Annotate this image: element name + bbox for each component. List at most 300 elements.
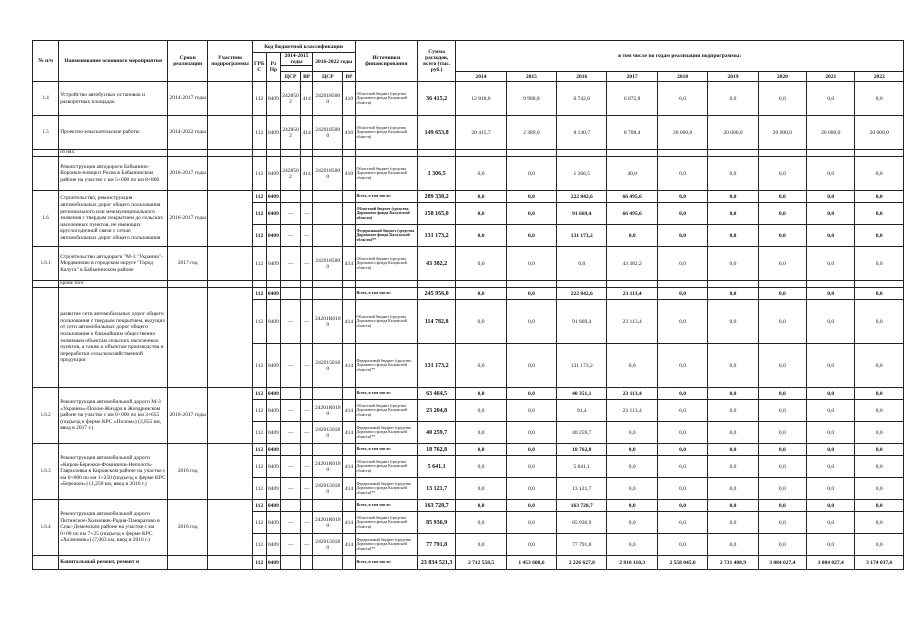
year-value-cell: 0,0 <box>708 512 758 534</box>
csr-2014-cell: — <box>280 534 300 556</box>
grbs-cell: 112 <box>252 456 266 478</box>
total-cell: 149 653,8 <box>418 116 456 150</box>
year-value-cell: 0,0 <box>758 247 806 281</box>
year-value-cell: 0,0 <box>506 500 556 512</box>
vr-2016-cell: 414 <box>343 422 355 444</box>
year-value-cell: 0,0 <box>758 203 806 225</box>
year-value-cell: 0,0 <box>657 203 707 225</box>
header-name: Наименование основного мероприятия <box>59 41 168 82</box>
year-value-cell: 0,0 <box>557 247 607 281</box>
grbs-cell: 112 <box>252 247 266 281</box>
vr-2016-cell: 410 <box>343 157 355 191</box>
year-value-cell: 2 226 627,8 <box>557 556 607 570</box>
csr-2014-cell: — <box>280 422 300 444</box>
note-empty-cell <box>456 150 506 157</box>
note-empty-cell <box>168 150 208 157</box>
year-value-cell: 131 173,2 <box>557 225 607 247</box>
year-value-cell: 0,0 <box>657 456 707 478</box>
total-cell: 158 165,0 <box>418 203 456 225</box>
year-value-cell: 0,0 <box>855 512 904 534</box>
year-value-cell: 0,0 <box>708 500 758 512</box>
year-value-cell: 0,0 <box>758 191 806 203</box>
vr-2014-cell: — <box>301 300 313 344</box>
csr-2014-cell <box>280 444 300 456</box>
csr-2016-cell: 2420150180 <box>313 344 343 388</box>
rzpr-cell: 0409 <box>266 444 280 456</box>
header-year-2022: 2022 <box>855 72 904 82</box>
header-by-years: в том числе по годам реализации подпрограммы: <box>456 41 904 72</box>
vr-2014-cell <box>301 556 313 570</box>
note-empty-cell <box>313 150 343 157</box>
note-empty-cell <box>343 281 355 288</box>
source-cell: Всего, в том числе: <box>355 288 417 300</box>
year-value-cell: 0,0 <box>807 247 855 281</box>
year-value-cell: 0,0 <box>855 344 904 388</box>
year-value-cell: 0,0 <box>855 247 904 281</box>
total-cell: 245 956,0 <box>418 288 456 300</box>
year-value-cell: 0,0 <box>657 82 707 116</box>
note-empty-cell <box>343 150 355 157</box>
year-value-cell: 0,0 <box>657 512 707 534</box>
csr-2014-cell: — <box>280 300 300 344</box>
measure-name: Реконструкция автодороги Бабынино-Воронки-поворот Росва в Бабынинском районе на участке с км 5+600 по км 8+800 <box>59 157 168 191</box>
year-value-cell: 0,0 <box>506 344 556 388</box>
vr-2016-cell: 414 <box>343 534 355 556</box>
total-cell: 163 728,7 <box>418 500 456 512</box>
note-empty-cell <box>607 281 657 288</box>
grbs-cell: 112 <box>252 534 266 556</box>
year-value-cell: 0,0 <box>456 512 506 534</box>
table-row <box>33 157 904 191</box>
year-value-cell: 12 818,8 <box>456 82 506 116</box>
year-value-cell: 163 728,7 <box>557 500 607 512</box>
year-value-cell: 66 495,6 <box>607 203 657 225</box>
participant-cell <box>208 288 252 388</box>
measure-name: Проектно-изыскательские работы <box>59 116 168 150</box>
csr-2016-cell <box>313 500 343 512</box>
year-value-cell: 0,0 <box>657 225 707 247</box>
year-value-cell: 0,0 <box>758 444 806 456</box>
year-value-cell: 40,0 <box>607 157 657 191</box>
year-value-cell: 0,0 <box>657 191 707 203</box>
year-value-cell: 0,0 <box>807 82 855 116</box>
total-cell: 36 415,2 <box>418 82 456 116</box>
year-value-cell: 0,0 <box>708 225 758 247</box>
vr-2014-cell: — <box>301 225 313 247</box>
year-value-cell: 0,0 <box>855 422 904 444</box>
year-value-cell: 0,0 <box>456 288 506 300</box>
vr-2014-cell: — <box>301 203 313 225</box>
year-value-cell: 0,0 <box>456 388 506 400</box>
year-value-cell: 91,4 <box>557 400 607 422</box>
year-value-cell: 0,0 <box>657 444 707 456</box>
note-empty-cell <box>607 150 657 157</box>
grbs-cell: 112 <box>252 388 266 400</box>
csr-2016-cell <box>313 288 343 300</box>
vr-2016-cell: 410 <box>343 116 355 150</box>
grbs-cell: 112 <box>252 225 266 247</box>
source-cell: Федеральный бюджет (средства Дорожного фонда Калужской области)** <box>355 534 417 556</box>
year-value-cell: 0,0 <box>708 157 758 191</box>
header-rzpr: Рз Пр <box>266 53 280 82</box>
header-2014-2015: 2014-2015 годы <box>280 53 312 66</box>
csr-2016-cell: 2420150180 <box>313 478 343 500</box>
header-participants: Участник подпрограммы <box>208 41 252 82</box>
total-cell: 85 936,9 <box>418 512 456 534</box>
table-row <box>33 191 904 203</box>
year-value-cell: 8 140,7 <box>557 116 607 150</box>
source-cell: Областной бюджет (средства Дорожного фонда Калужской области) <box>355 116 417 150</box>
year-value-cell: 43 382,2 <box>607 247 657 281</box>
year-value-cell: 6 742,8 <box>557 82 607 116</box>
year-value-cell: 91 669,4 <box>557 203 607 225</box>
csr-2014-cell <box>280 556 300 570</box>
year-value-cell: 0,0 <box>758 478 806 500</box>
grbs-cell: 112 <box>252 300 266 344</box>
year-value-cell: 0,0 <box>807 203 855 225</box>
header-vr-1: ВР <box>301 72 313 82</box>
csr-2016-cell <box>313 556 343 570</box>
vr-2016-cell: 414 <box>343 512 355 534</box>
note-num-cell <box>33 150 59 157</box>
vr-2016-cell <box>343 225 355 247</box>
grbs-cell: 112 <box>252 203 266 225</box>
grbs-cell: 112 <box>252 556 266 570</box>
table-row <box>33 500 904 512</box>
year-value-cell: 0,0 <box>506 191 556 203</box>
header-year-2017: 2017 <box>607 72 657 82</box>
csr-2014-cell: — <box>280 225 300 247</box>
year-value-cell: 0,0 <box>506 478 556 500</box>
year-value-cell: 0,0 <box>807 300 855 344</box>
total-cell: 77 791,8 <box>418 534 456 556</box>
vr-2016-cell <box>343 288 355 300</box>
note-empty-cell <box>355 150 417 157</box>
rzpr-cell: 0409 <box>266 388 280 400</box>
year-value-cell: 0,0 <box>607 422 657 444</box>
rzpr-cell: 0409 <box>266 400 280 422</box>
year-value-cell: 0,0 <box>506 456 556 478</box>
year-value-cell: 0,0 <box>607 225 657 247</box>
note-empty-cell <box>557 150 607 157</box>
rzpr-cell: 0409 <box>266 456 280 478</box>
year-value-cell: 20 000,0 <box>708 116 758 150</box>
year-value-cell: 0,0 <box>506 300 556 344</box>
period-cell <box>168 288 208 388</box>
rzpr-cell: 0409 <box>266 247 280 281</box>
year-value-cell: 0,0 <box>708 478 758 500</box>
source-cell: Областной бюджет (средства Дорожного фонда Калужской области) <box>355 400 417 422</box>
year-value-cell: 9 980,8 <box>506 82 556 116</box>
source-cell: Федеральный бюджет (средства Дорожного фонда Калужской области)** <box>355 422 417 444</box>
vr-2014-cell <box>301 388 313 400</box>
year-value-cell: 0,0 <box>758 512 806 534</box>
year-value-cell: 0,0 <box>657 400 707 422</box>
note-empty-cell <box>506 150 556 157</box>
year-value-cell: 0,0 <box>506 422 556 444</box>
header-year-2015: 2015 <box>506 72 556 82</box>
vr-2014-cell <box>301 444 313 456</box>
csr-2014-cell: — <box>280 203 300 225</box>
csr-2016-cell: 2420185000 <box>313 116 343 150</box>
year-value-cell: 0,0 <box>506 400 556 422</box>
year-value-cell: 0,0 <box>855 288 904 300</box>
year-value-cell: 0,0 <box>758 157 806 191</box>
row-number: 1.6 <box>33 191 59 247</box>
year-value-cell: 0,0 <box>506 388 556 400</box>
note-empty-cell <box>758 281 806 288</box>
csr-2016-cell: 2420185000 <box>313 82 343 116</box>
csr-2016-cell: 24201R0180 <box>313 300 343 344</box>
rzpr-cell: 0409 <box>266 300 280 344</box>
year-value-cell: 0,0 <box>855 300 904 344</box>
measure-name: Строительство, реконструкция автомобильных дорог общего пользования регионального или межмуниципального значения с твердым покрытием до сельских населенных пунктов, не имеющих круглогодичной связи с сетью автомобильных дорог общего пользования <box>59 191 168 247</box>
total-cell: 23 204,8 <box>418 400 456 422</box>
measure-name: развитие сети автомобильных дорог общего пользования с твердым покрытием, ведущих от сети автомобильных дорог общего пользования к ближайшим общественно значимым объектам сельских населенных пунктов, а также к объектам производства и переработки сельскохозяйственной продукции <box>59 288 168 388</box>
note-empty-cell <box>418 281 456 288</box>
vr-2016-cell: 414 <box>343 400 355 422</box>
vr-2014-cell: 414 <box>301 157 313 191</box>
year-value-cell: 20 000,0 <box>657 116 707 150</box>
period-cell: 2017 год <box>168 247 208 281</box>
csr-2016-cell: 24201R0180 <box>313 400 343 422</box>
measure-name: Реконструкция автомобильной дороги «Киров-Бережки-Фоминичи-Неполоть-Гавриловка в Кировском районе на участке с км 0+000 по км 1+250 (подъезд к ферме КРС «Бережки») (1,250 км, ввод в 2016 г.) <box>59 444 168 500</box>
rzpr-cell: 0409 <box>266 344 280 388</box>
participant-cell <box>208 82 252 116</box>
grbs-cell: 112 <box>252 116 266 150</box>
vr-2014-cell: — <box>301 512 313 534</box>
period-cell: 2014-2017 годы <box>168 82 208 116</box>
year-value-cell: 0,0 <box>607 444 657 456</box>
year-value-cell: 0,0 <box>708 422 758 444</box>
source-cell: Федеральный бюджет (средства Дорожного фонда Калужской области)** <box>355 478 417 500</box>
csr-2016-cell: 24201R0180 <box>313 456 343 478</box>
year-value-cell: 0,0 <box>758 225 806 247</box>
year-value-cell: 0,0 <box>807 456 855 478</box>
year-value-cell: 0,0 <box>456 444 506 456</box>
year-value-cell: 0,0 <box>456 456 506 478</box>
year-value-cell: 13 121,7 <box>557 478 607 500</box>
total-cell: 43 382,2 <box>418 247 456 281</box>
vr-2016-cell: 414 <box>343 300 355 344</box>
year-value-cell: 0,0 <box>708 456 758 478</box>
table-row <box>33 388 904 400</box>
csr-2014-cell: 2428502 <box>280 116 300 150</box>
year-value-cell: 3 084 027,4 <box>807 556 855 570</box>
total-cell: 13 121,7 <box>418 478 456 500</box>
grbs-cell: 112 <box>252 344 266 388</box>
row-number: 1.6.1 <box>33 247 59 281</box>
period-cell: 2016-2017 годы <box>168 191 208 247</box>
year-value-cell: 0,0 <box>807 400 855 422</box>
year-value-cell: 0,0 <box>708 191 758 203</box>
grbs-cell: 112 <box>252 191 266 203</box>
row-number <box>33 288 59 388</box>
vr-2014-cell <box>301 500 313 512</box>
year-value-cell: 0,0 <box>758 344 806 388</box>
csr-2014-cell: — <box>280 247 300 281</box>
vr-2014-cell: — <box>301 422 313 444</box>
year-value-cell: 2 712 558,5 <box>456 556 506 570</box>
note-empty-cell <box>807 281 855 288</box>
vr-2014-cell: — <box>301 344 313 388</box>
vr-2014-cell: — <box>301 456 313 478</box>
participant-cell <box>208 556 252 570</box>
header-period: Сроки реализации <box>168 41 208 82</box>
row-number: 1.6.2 <box>33 388 59 444</box>
vr-2016-cell: 414 <box>343 247 355 281</box>
year-value-cell: 0,0 <box>758 388 806 400</box>
year-value-cell: 0,0 <box>708 82 758 116</box>
rzpr-cell: 0409 <box>266 288 280 300</box>
year-value-cell: 8 708,4 <box>607 116 657 150</box>
csr-2016-cell: 2420150180 <box>313 534 343 556</box>
rzpr-cell: 0409 <box>266 157 280 191</box>
note-empty-cell <box>708 281 758 288</box>
year-value-cell: 0,0 <box>607 512 657 534</box>
year-value-cell: 0,0 <box>607 478 657 500</box>
year-value-cell: 0,0 <box>758 534 806 556</box>
csr-2016-cell <box>313 225 343 247</box>
year-value-cell: 0,0 <box>807 388 855 400</box>
year-value-cell: 18 762,8 <box>557 444 607 456</box>
table-row <box>33 247 904 281</box>
year-value-cell: 0,0 <box>456 478 506 500</box>
year-value-cell: 0,0 <box>855 400 904 422</box>
source-cell: Федеральный бюджет (средства Дорожного фонда Калужской области)** <box>355 344 417 388</box>
rzpr-cell: 0409 <box>266 203 280 225</box>
year-value-cell: 0,0 <box>708 247 758 281</box>
source-cell: Всего, в том числе: <box>355 444 417 456</box>
grbs-cell: 112 <box>252 478 266 500</box>
year-value-cell: 20 000,0 <box>855 116 904 150</box>
year-value-cell: 0,0 <box>855 225 904 247</box>
row-number <box>33 556 59 570</box>
year-value-cell: 20 415,7 <box>456 116 506 150</box>
rzpr-cell: 0409 <box>266 512 280 534</box>
year-value-cell: 0,0 <box>657 157 707 191</box>
vr-2014-cell: — <box>301 534 313 556</box>
csr-2016-cell: 2420150180 <box>313 422 343 444</box>
note-num-cell <box>33 281 59 288</box>
measure-name: Строительство автодороги "М-3 "Украина"-Мордвиново в городском округе "Город Калуга" в Бабынинском районе <box>59 247 168 281</box>
total-cell: 18 762,8 <box>418 444 456 456</box>
vr-2014-cell: 414 <box>301 116 313 150</box>
participant-cell <box>208 388 252 444</box>
header-year-2021: 2021 <box>807 72 855 82</box>
year-value-cell: 0,0 <box>855 157 904 191</box>
note-empty-cell <box>355 281 417 288</box>
year-value-cell: 0,0 <box>456 534 506 556</box>
participant-cell <box>208 500 252 556</box>
vr-2016-cell <box>343 500 355 512</box>
year-value-cell: 1 453 608,6 <box>506 556 556 570</box>
csr-2014-cell: — <box>280 400 300 422</box>
table-row <box>33 444 904 456</box>
source-cell: Всего, в том числе: <box>355 556 417 570</box>
note-empty-cell <box>855 150 904 157</box>
source-cell: Областной бюджет (средства Дорожного фонда Калужской области) <box>355 82 417 116</box>
year-value-cell: 91 669,4 <box>557 300 607 344</box>
rzpr-cell: 0409 <box>266 422 280 444</box>
vr-2014-cell: 414 <box>301 82 313 116</box>
csr-2016-cell <box>313 444 343 456</box>
grbs-cell: 112 <box>252 82 266 116</box>
table-row <box>33 556 904 570</box>
year-value-cell: 0,0 <box>506 157 556 191</box>
note-empty-cell <box>418 150 456 157</box>
table-row <box>33 82 904 116</box>
source-cell: Федеральный бюджет (средства Дорожного фонда Калужской области)** <box>355 225 417 247</box>
year-value-cell: 40 259,7 <box>557 422 607 444</box>
year-value-cell: 0,0 <box>506 534 556 556</box>
year-value-cell: 2 558 045,0 <box>657 556 707 570</box>
year-value-cell: 0,0 <box>456 157 506 191</box>
participant-cell <box>208 247 252 281</box>
csr-2014-cell: 2428502 <box>280 82 300 116</box>
row-number <box>33 157 59 191</box>
period-cell: 2016-2017 годы <box>168 388 208 444</box>
participant-cell <box>208 157 252 191</box>
year-value-cell: 0,0 <box>807 500 855 512</box>
note-row <box>33 281 904 288</box>
year-value-cell: 0,0 <box>657 288 707 300</box>
table-row <box>33 288 904 300</box>
header-vr-2: ВР <box>343 72 355 82</box>
year-value-cell: 0,0 <box>708 344 758 388</box>
year-value-cell: 0,0 <box>807 422 855 444</box>
year-value-cell: 0,0 <box>607 534 657 556</box>
note-empty-cell <box>301 150 313 157</box>
year-value-cell: 23 113,4 <box>607 300 657 344</box>
year-value-cell: 0,0 <box>708 388 758 400</box>
note-empty-cell <box>266 281 280 288</box>
vr-2014-cell: — <box>301 478 313 500</box>
csr-2014-cell <box>280 388 300 400</box>
year-value-cell: 0,0 <box>607 456 657 478</box>
participant-cell <box>208 444 252 500</box>
total-cell: 114 782,8 <box>418 300 456 344</box>
year-value-cell: 0,0 <box>807 444 855 456</box>
csr-2014-cell: — <box>280 512 300 534</box>
note-empty-cell <box>708 150 758 157</box>
measure-name: Устройство автобусных остановок и разворотных площадок <box>59 82 168 116</box>
total-cell: 131 173,2 <box>418 344 456 388</box>
period-cell: 2014-2022 годы <box>168 116 208 150</box>
csr-2014-cell <box>280 500 300 512</box>
year-value-cell: 0,0 <box>758 400 806 422</box>
year-value-cell: 20 000,0 <box>758 116 806 150</box>
year-value-cell: 0,0 <box>807 512 855 534</box>
period-cell: 2016 год <box>168 500 208 556</box>
note-empty-cell <box>313 281 343 288</box>
vr-2016-cell: 410 <box>343 82 355 116</box>
year-value-cell: 0,0 <box>456 247 506 281</box>
period-cell: 2016 год <box>168 444 208 500</box>
year-value-cell: 40 351,1 <box>557 388 607 400</box>
year-value-cell: 0,0 <box>855 456 904 478</box>
period-cell <box>168 556 208 570</box>
total-cell: 1 306,5 <box>418 157 456 191</box>
source-cell: Областной бюджет (средства Дорожного фонда Калужской области) <box>355 157 417 191</box>
year-value-cell: 0,0 <box>758 500 806 512</box>
year-value-cell: 0,0 <box>758 300 806 344</box>
vr-2016-cell <box>343 203 355 225</box>
grbs-cell: 112 <box>252 444 266 456</box>
source-cell: Всего, в том числе: <box>355 191 417 203</box>
grbs-cell: 112 <box>252 288 266 300</box>
csr-2016-cell <box>313 388 343 400</box>
